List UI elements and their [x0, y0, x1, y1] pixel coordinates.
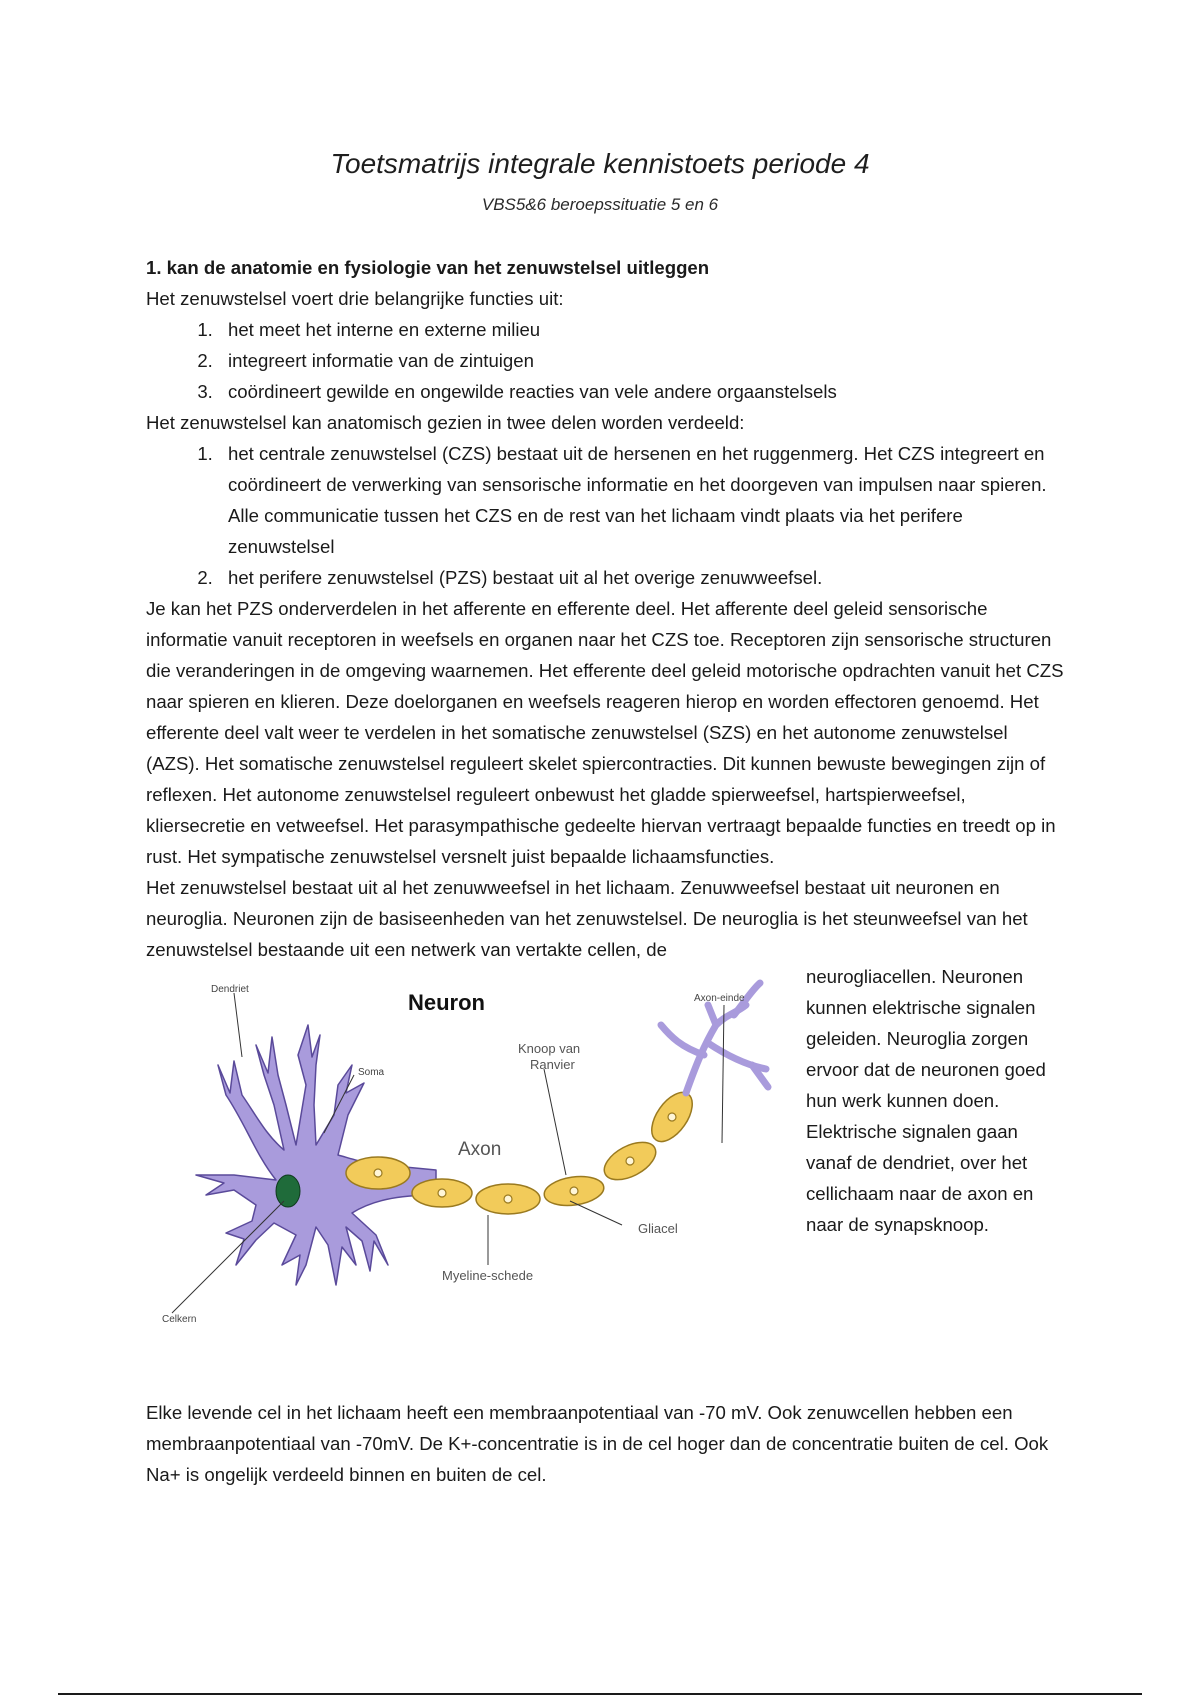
figure-side-text: neurogliacellen. Neuronen kunnen elektrische signalen geleiden. Neuroglia zorgen ervoor dat de neuronen goed hun werk kunnen doen. Elektrische signalen gaan vanaf de dendriet, over het cellichaam naar de axon en naar de synapsknoop. — [806, 966, 1046, 1235]
label-ranvier: Ranvier — [530, 1057, 575, 1072]
soma-shape — [196, 1025, 436, 1285]
label-dendriet: Dendriet — [211, 984, 249, 995]
paragraph-membraanpotentiaal: Elke levende cel in het lichaam heeft een membraanpotentiaal van -70 mV. Ook zenuwcellen hebben een membraanpotentiaal van -70mV. De K+-concentratie is in de cel hoger dan de concentratie buiten de cel. Ook Na+ is ongelijk verdeeld binnen en buiten de cel. — [146, 1402, 1049, 1485]
figure-title: Neuron — [408, 990, 485, 1015]
figure-row — [146, 965, 1066, 1385]
label-soma: Soma — [358, 1067, 385, 1078]
list-item: 2. het perifere zenuwstelsel (PZS) bestaat uit al het overige zenuwweefsel. — [218, 562, 1066, 593]
label-knoop-van: Knoop van — [518, 1041, 581, 1056]
section-1 — [146, 252, 1066, 1490]
functions-intro: Het zenuwstelsel voert drie belangrijke functies uit: — [146, 288, 564, 309]
label-axon: Axon — [458, 1139, 502, 1160]
divisions-list — [146, 438, 1066, 593]
label-myeline-schede: Myeline-schede — [442, 1268, 534, 1283]
label-axon-einde: Axon-einde — [694, 993, 745, 1004]
neuron-diagram — [156, 965, 796, 1385]
label-gliacel: Gliacel — [638, 1221, 678, 1236]
list-item: 1. het centrale zenuwstelsel (CZS) bestaat uit de hersenen en het ruggenmerg. Het CZS integreert en coördineert de verwerking van sensorische informatie en het doorgeven van impulsen naar spieren. Alle communicatie tussen het CZS en de rest van het lichaam vindt plaats via het perifere zenuwstelsel — [218, 438, 1066, 562]
division-intro: Het zenuwstelsel kan anatomisch gezien in twee delen worden verdeeld: — [146, 412, 745, 433]
nucleus-shape — [276, 1175, 300, 1207]
paragraph-zenuwweefsel: Het zenuwstelsel bestaat uit al het zenuwweefsel in het lichaam. Zenuwweefsel bestaat uit neuronen en neuroglia. Neuronen zijn de basiseenheden van het zenuwstelsel. De neuroglia is het steunweefsel van het zenuwstelsel bestaande uit een netwerk van vertakte cellen, de — [146, 877, 1028, 960]
label-celkern: Celkern — [162, 1314, 197, 1325]
list-item: 3. coördineert gewilde en ongewilde reacties van vele andere orgaanstelsels — [218, 376, 1066, 407]
list-item: 2. integreert informatie van de zintuigen — [218, 345, 1066, 376]
document-subtitle: VBS5&6 beroepssituatie 5 en 6 — [481, 195, 719, 214]
footer-divider — [58, 1693, 1142, 1695]
document-title: Toetsmatrijs integrale kennistoets periode 4 — [330, 148, 870, 179]
section-heading: 1. kan de anatomie en fysiologie van het zenuwstelsel uitleggen — [146, 257, 710, 278]
list-item: 1. het meet het interne en externe milieu — [218, 314, 1066, 345]
paragraph-pzs: Je kan het PZS onderverdelen in het afferente en efferente deel. Het afferente deel geleid sensorische informatie vanuit receptoren in weefsels en organen naar het CZS toe. Receptoren zijn sensorische structuren die veranderingen in de omgeving waarnemen. Het efferente deel geleid motorische opdrachten vanuit het CZS naar spieren en klieren. Deze doelorganen en weefsels reageren hierop en worden effectoren genoemd. Het efferente deel valt weer te verdelen in het somatische zenuwstelsel (SZS) en het autonome zenuwstelsel (AZS). Het somatische zenuwstelsel reguleert skelet spiercontracties. Dit kunnen bewuste bewegingen zijn of reflexen. Het autonome zenuwstelsel reguleert onbewust het gladde spierweefsel, hartspierweefsel, kliersecretie en vetweefsel. Het parasympathische gedeelte hiervan vertraagt bepaalde functies en treedt op in rust. Het sympatische zenuwstelsel versnelt juist bepaalde lichaamsfuncties. — [146, 598, 1064, 867]
functions-list — [146, 314, 1066, 407]
